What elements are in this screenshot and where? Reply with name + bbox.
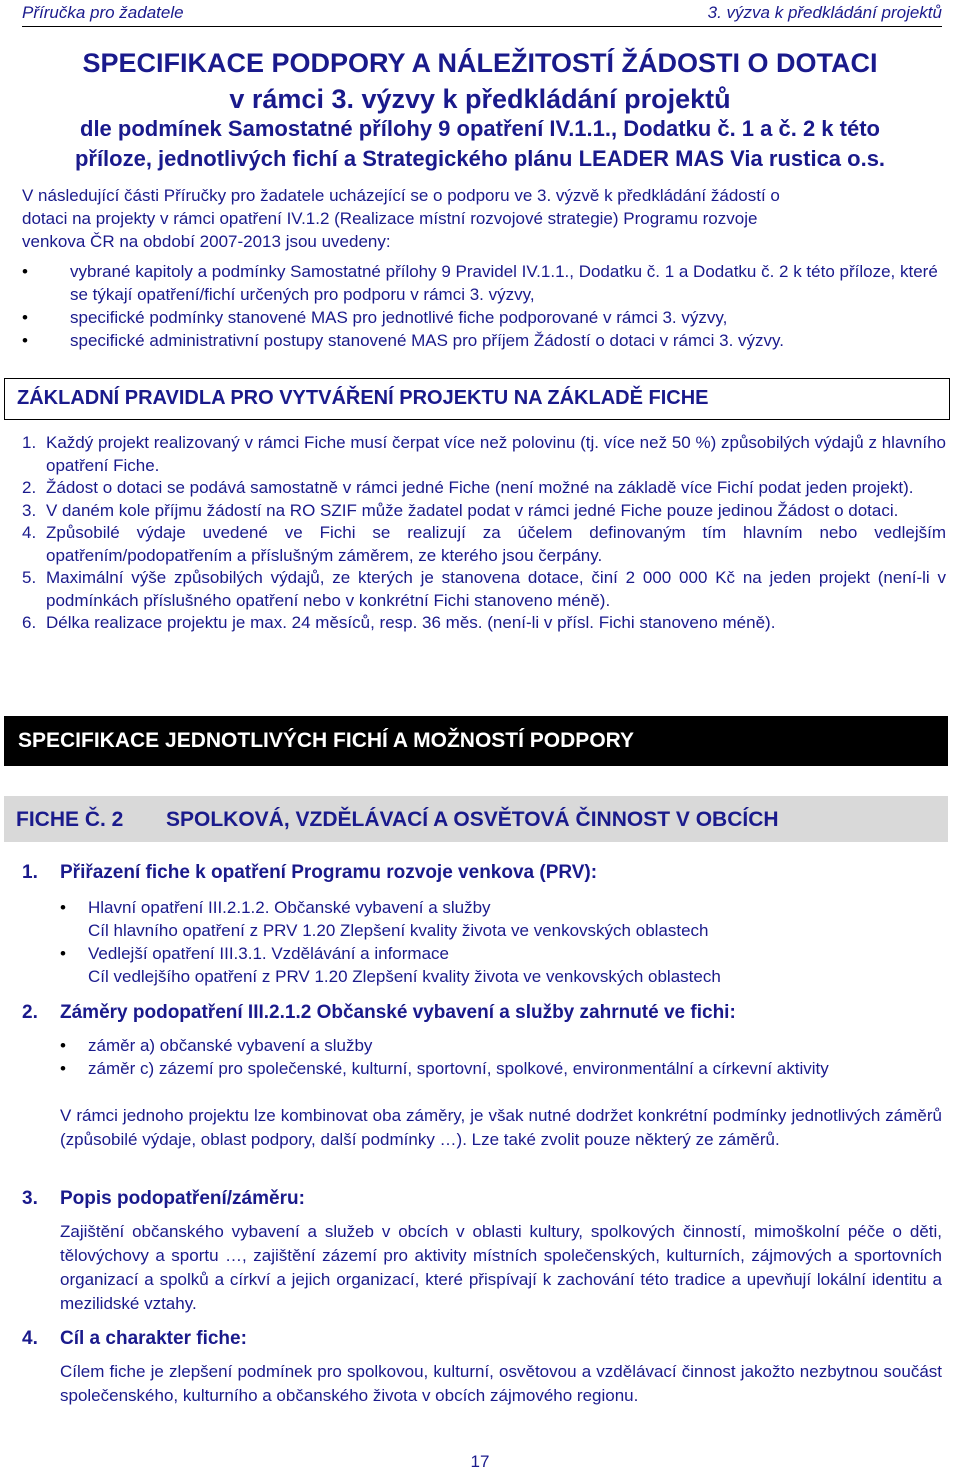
section-2-list: [60, 1034, 940, 1080]
section-1-list: [60, 896, 940, 988]
fiche-number: FICHE Č. 2: [16, 808, 124, 831]
list-item: • záměr c) zázemí pro společenské, kulturní, sportovní, spolkové, environmentální a církevní aktivity: [60, 1057, 940, 1080]
fiche-banner: [4, 796, 948, 842]
title-line-3: dle podmínek Samostatné přílohy 9 opatření IV.1.1., Dodatku č. 1 a č. 2 k této: [80, 116, 880, 141]
rule-text: V daném kole příjmu žádostí na RO SZIF může žadatel podat v rámci jedné Fiche pouze jedinou Žádost o dotaci.: [46, 500, 899, 520]
section-title: Přiřazení fiche k opatření Programu rozvoje venkova (PRV):: [60, 862, 598, 883]
section-title: Cíl a charakter fiche:: [60, 1328, 247, 1349]
title-line-1: SPECIFIKACE PODPORY A NÁLEŽITOSTÍ ŽÁDOSTI O DOTACI: [82, 48, 878, 78]
rule-number: 3.: [22, 500, 37, 520]
list-item: [22, 522, 946, 567]
header-rule: [22, 26, 942, 27]
list-item-sub: Cíl vedlejšího opatření z PRV 1.20 Zlepšení kvality života ve venkovských oblastech: [88, 967, 721, 986]
rule-number: 5.: [22, 568, 37, 587]
list-item: [22, 477, 946, 500]
section-number: 3.: [22, 1188, 38, 1209]
section-3-text: Zajištění občanského vybavení a služeb v obcích v oblasti kultury, spolkových činností, mimoškolní péče o děti, tělovýchovy a sportu …, zajištění zázemí pro aktivity místních společenských, kulturních, zájmových a sportovních organizací a spolků a církví a jejich organizací, které přispívají k zachování této tradice a upevňují lokální identitu a mezilidské vztahy.: [60, 1222, 942, 1313]
list-item: [22, 612, 946, 635]
spec-banner-text: SPECIFIKACE JEDNOTLIVÝCH FICHÍ A MOŽNOSTÍ PODPORY: [18, 729, 635, 752]
rules-list: [22, 432, 946, 635]
list-item-sub: Cíl hlavního opatření z PRV 1.20 Zlepšení kvality života ve venkovských oblastech: [88, 921, 709, 940]
section-2-heading: [22, 1002, 942, 1026]
section-title: Záměry podopatření III.2.1.2 Občanské vybavení a služby zahrnuté ve fichi:: [60, 1002, 736, 1023]
list-item: • specifické podmínky stanovené MAS pro jednotlivé fiche podporované v rámci 3. výzvy,: [22, 306, 946, 329]
section-3-heading: [22, 1188, 942, 1212]
rules-banner: [4, 378, 950, 420]
section-1-heading: [22, 862, 942, 886]
list-item: • specifické administrativní postupy stanovené MAS pro příjem Žádostí o dotaci v rámci 3. výzvy.: [22, 329, 946, 352]
list-item: • Hlavní opatření III.2.1.2. Občanské vybavení a služby: [60, 896, 940, 919]
list-item: • vybrané kapitoly a podmínky Samostatné přílohy 9 Pravidel IV.1.1., Dodatku č. 1 a Dodatku č. 2 k této příloze, které se týkají opatření/fichí určených pro podporu v rámci 3. výzvy,: [22, 260, 946, 306]
rule-text: Délka realizace projektu je max. 24 měsíců, resp. 36 měs. (není-li v přísl. Fichi stanoveno méně).: [46, 613, 776, 632]
intro-line-3: venkova ČR na období 2007-2013 jsou uvedeny:: [22, 232, 391, 251]
header-right-text: 3. výzva k předkládání projektů: [707, 3, 942, 22]
intro-paragraph: [22, 184, 942, 253]
section-title: Popis podopatření/záměru:: [60, 1188, 305, 1209]
rule-number: 4.: [22, 523, 37, 542]
title-line-4: příloze, jednotlivých fichí a Strategického plánu LEADER MAS Via rustica o.s.: [74, 146, 886, 171]
list-item: • Vedlejší opatření III.3.1. Vzdělávání a informace: [60, 942, 940, 965]
page-header: [0, 0, 960, 30]
rule-text: Způsobilé výdaje uvedené ve Fichi se realizují za účelem definovaným tím hlavním nebo vedlejším opatřením/podopatřením a příslušným záměrem, ze kterého jsou čerpány.: [46, 523, 946, 565]
list-item: [22, 500, 946, 523]
rule-number: 1.: [22, 433, 37, 452]
list-item: [22, 567, 946, 612]
page-number: 17: [470, 1452, 490, 1471]
list-item: • záměr a) občanské vybavení a služby: [60, 1034, 940, 1057]
rule-number: 2.: [22, 478, 37, 497]
section-4-heading: [22, 1328, 942, 1352]
intro-bullet-list: [22, 260, 946, 352]
list-item: [22, 432, 946, 477]
section-number: 2.: [22, 1002, 38, 1023]
rule-text: Každý projekt realizovaný v rámci Fiche musí čerpat více než polovinu (tj. více než 50 %) způsobilých výdajů z hlavního opatření Fiche.: [46, 433, 946, 475]
intro-line-1: V následující části Příručky pro žadatele ucházející se o podporu ve 3. výzvě k předkládání žádostí o: [22, 186, 780, 205]
fiche-name: SPOLKOVÁ, VZDĚLÁVACÍ A OSVĚTOVÁ ČINNOST V OBCÍCH: [166, 808, 779, 831]
section-number: 4.: [22, 1328, 38, 1349]
rule-text: Maximální výše způsobilých výdajů, ze kterých je stanovena dotace, činí 2 000 000 Kč na jeden projekt (není-li v podmínkách příslušného opatření nebo v konkrétní Fichi stanoveno méně).: [46, 568, 946, 610]
rule-number: 6.: [22, 613, 37, 632]
title-line-2: v rámci 3. výzvy k předkládání projektů: [229, 84, 731, 114]
section-4-text: Cílem fiche je zlepšení podmínek pro spolkovou, kulturní, osvětovou a vzdělávací činnost jakožto nezbytnou součást společenského, kulturního a občanského života v obcích zájmového regionu.: [60, 1362, 942, 1405]
rule-text: Žádost o dotaci se podává samostatně v rámci jedné Fiche (není možné na základě více Fichí podat jeden projekt).: [46, 478, 914, 497]
section-number: 1.: [22, 862, 38, 883]
rules-banner-text: ZÁKLADNÍ PRAVIDLA PRO VYTVÁŘENÍ PROJEKTU NA ZÁKLADĚ FICHE: [17, 387, 709, 409]
header-left-text: Příručka pro žadatele: [22, 3, 184, 22]
section-2-text: V rámci jednoho projektu lze kombinovat oba záměry, je však nutné dodržet konkrétní podmínky jednotlivých záměrů (způsobilé výdaje, oblast podpory, další podmínky …). Lze také zvolit pouze některý ze záměrů.: [60, 1106, 942, 1149]
spec-banner: [4, 716, 948, 766]
intro-line-2: dotaci na projekty v rámci opatření IV.1.2 (Realizace místní rozvojové strategie) Programu rozvoje: [22, 209, 758, 228]
